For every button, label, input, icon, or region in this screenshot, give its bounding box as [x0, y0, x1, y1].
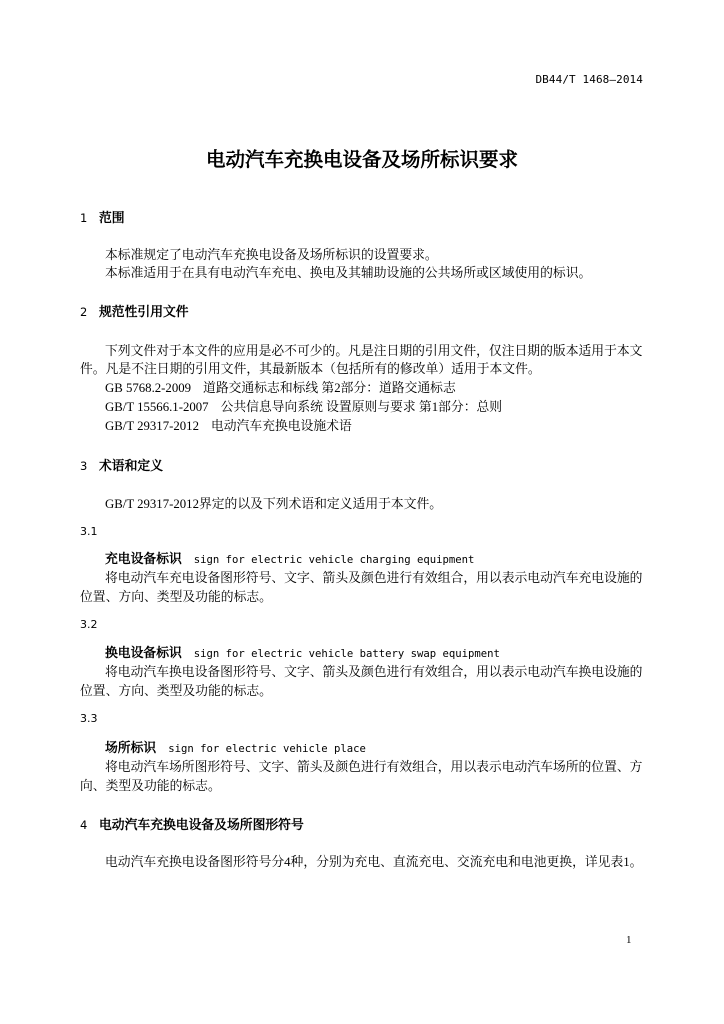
paragraph-line: 本标准适用于在具有电动汽车充电、换电及其辅助设施的公共场所或区域使用的标识。 — [105, 266, 592, 280]
term-number: 3.1 — [80, 525, 98, 538]
section-heading-graphic-symbols — [80, 816, 640, 834]
reference-item — [105, 398, 502, 416]
section-title: 规范性引用文件 — [99, 304, 189, 319]
term-entry — [105, 644, 500, 662]
definition-line: 将电动汽车场所图形符号、文字、箭头及颜色进行有效组合，用以表示电动汽车场所的位置、方 — [105, 760, 643, 774]
reference-title: 公共信息导向系统 设置原则与要求 第1部分：总则 — [220, 400, 503, 414]
standard-number: DB44/T 1468—2014 — [535, 73, 643, 86]
reference-code: GB/T 15566.1-2007 — [105, 400, 209, 414]
term-english: sign for electric vehicle battery swap equipment — [193, 648, 500, 660]
term-number: 3.2 — [80, 618, 98, 631]
reference-title: 道路交通标志和标线 第2部分：道路交通标志 — [203, 381, 456, 395]
section-number: 2 — [80, 305, 88, 319]
term-english: sign for electric vehicle place — [168, 743, 366, 755]
section-heading-terms-definitions — [80, 457, 640, 475]
term-chinese: 场所标识 — [105, 740, 157, 755]
definition-line: 位置、方向、类型及功能的标志。 — [80, 590, 272, 604]
section-number: 3 — [80, 459, 88, 473]
paragraph-line: 电动汽车充换电设备图形符号分4种，分别为充电、直流充电、交流充电和电池更换，详见表1。 — [105, 855, 643, 869]
section-title: 术语和定义 — [99, 458, 163, 473]
term-chinese: 换电设备标识 — [105, 645, 182, 660]
term-chinese: 充电设备标识 — [105, 551, 182, 566]
section-title: 电动汽车充换电设备及场所图形符号 — [99, 817, 304, 832]
term-number: 3.3 — [80, 712, 98, 725]
definition-line: 向、类型及功能的标志。 — [80, 779, 221, 793]
paragraph-line: GB/T 29317-2012界定的以及下列术语和定义适用于本文件。 — [105, 497, 443, 511]
term-english: sign for electric vehicle charging equipment — [193, 554, 475, 566]
term-entry — [105, 739, 366, 757]
section-number: 4 — [80, 818, 88, 832]
document-title: 电动汽车充换电设备及场所标识要求 — [205, 149, 518, 171]
paragraph-line: 件。凡是不注日期的引用文件，其最新版本（包括所有的修改单）适用于本文件。 — [80, 362, 541, 376]
reference-item — [105, 379, 456, 397]
paragraph-line: 本标准规定了电动汽车充换电设备及场所标识的设置要求。 — [105, 248, 438, 262]
definition-line: 位置、方向、类型及功能的标志。 — [80, 684, 272, 698]
definition-line: 将电动汽车充电设备图形符号、文字、箭头及颜色进行有效组合，用以表示电动汽车充电设施的 — [105, 571, 643, 585]
section-title: 范围 — [99, 210, 125, 225]
page-number: 1 — [626, 934, 632, 946]
reference-code: GB/T 29317-2012 — [105, 419, 199, 433]
reference-title: 电动汽车充换电设施术语 — [210, 419, 352, 433]
section-heading-normative-references — [80, 303, 640, 321]
term-entry — [105, 550, 474, 568]
section-heading-scope — [80, 209, 640, 227]
definition-line: 将电动汽车换电设备图形符号、文字、箭头及颜色进行有效组合，用以表示电动汽车换电设施的 — [105, 665, 643, 679]
reference-item — [105, 417, 352, 435]
reference-code: GB 5768.2-2009 — [105, 381, 192, 395]
section-number: 1 — [80, 211, 88, 225]
paragraph-line: 下列文件对于本文件的应用是必不可少的。凡是注日期的引用文件，仅注日期的版本适用于本文 — [105, 344, 643, 358]
